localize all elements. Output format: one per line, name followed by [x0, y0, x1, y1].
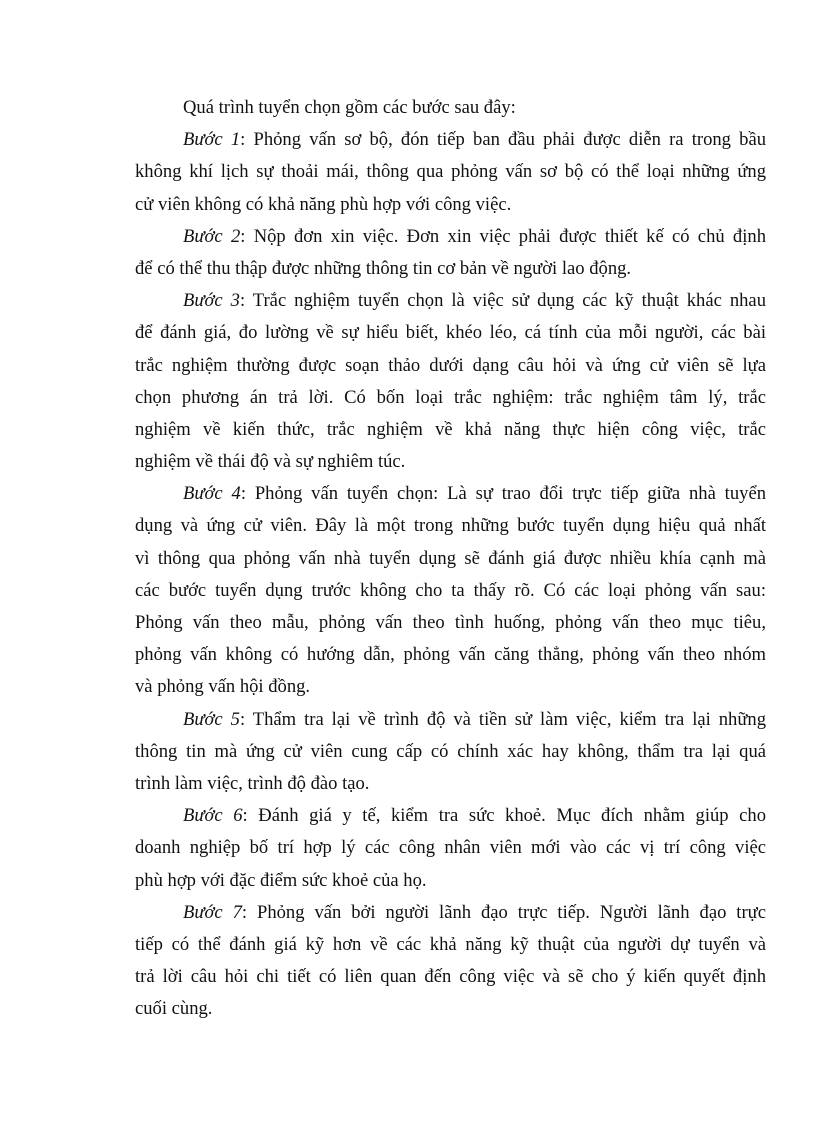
- line-text: trả lời câu hỏi chi tiết có liên quan đến công việc và sẽ cho ý kiến quyết định: [135, 966, 766, 988]
- paragraph-line: [135, 671, 766, 703]
- line-text: : Phỏng vấn sơ bộ, đón tiếp ban đầu phải được diễn ra trong bầu: [240, 129, 766, 151]
- paragraph-line: [135, 865, 766, 897]
- paragraph-line: [135, 736, 766, 768]
- paragraph-line: [135, 961, 766, 993]
- paragraph-line: [135, 993, 766, 1025]
- paragraph-line: [135, 478, 766, 510]
- paragraph-line: [135, 575, 766, 607]
- step-label: Bước 5: [183, 708, 240, 730]
- paragraph-line: [135, 350, 766, 382]
- line-text: nghiệm về thái độ và sự nghiêm túc.: [135, 451, 406, 473]
- paragraph-line: [135, 253, 766, 285]
- line-text: : Trắc nghiệm tuyển chọn là việc sử dụng các kỹ thuật khác nhau: [239, 290, 766, 312]
- line-text: chọn phương án trả lời. Có bốn loại trắc nghiệm: trắc nghiệm tâm lý, trắc: [135, 386, 766, 408]
- line-text: để có thể thu thập được những thông tin cơ bản về người lao động.: [135, 257, 632, 279]
- paragraph-line: [135, 768, 766, 800]
- line-text: cuối cùng.: [135, 998, 213, 1020]
- paragraph-line: [135, 800, 766, 832]
- line-text: Phỏng vấn theo mẫu, phỏng vấn theo tình huống, phỏng vấn theo mục tiêu,: [135, 612, 766, 633]
- line-text: để đánh giá, đo lường về sự hiểu biết, khéo léo, cá tính của mỗi người, các bài: [135, 322, 766, 344]
- paragraph-line: [135, 929, 766, 961]
- line-text: trình làm việc, trình độ đào tạo.: [135, 772, 370, 794]
- intro-paragraph: Quá trình tuyển chọn gồm các bước sau đây:: [183, 97, 516, 118]
- line-text: vì thông qua phỏng vấn nhà tuyển dụng sẽ đánh giá được nhiều khía cạnh mà: [135, 547, 766, 569]
- line-text: nghiệm về kiến thức, trắc nghiệm về khả năng thực hiện công việc, trắc: [135, 418, 766, 440]
- paragraph-line: [135, 510, 766, 542]
- paragraph-line: [135, 543, 766, 575]
- step-label: Bước 6: [183, 805, 243, 827]
- line-text: thông tin mà ứng cử viên cung cấp có chính xác hay không, thẩm tra lại quá: [135, 740, 766, 762]
- line-text: trắc nghiệm thường được soạn thảo dưới dạng câu hỏi và ứng cử viên sẽ lựa: [135, 354, 766, 376]
- paragraph-line: [135, 607, 766, 639]
- line-text: : Đánh giá y tế, kiểm tra sức khoẻ. Mục đích nhằm giúp cho: [242, 805, 766, 827]
- line-text: tiếp có thể đánh giá kỹ hơn về các khả năng kỹ thuật của người dự tuyển và: [135, 933, 766, 955]
- paragraph-line: [135, 317, 766, 349]
- step-label: Bước 1: [183, 129, 241, 151]
- line-text: : Phỏng vấn tuyển chọn: Là sự trao đổi trực tiếp giữa nhà tuyển: [240, 483, 766, 505]
- step-label: Bước 7: [183, 901, 242, 923]
- line-text: : Thẩm tra lại về trình độ và tiền sử làm việc, kiểm tra lại những: [239, 708, 767, 730]
- paragraph-line: [135, 446, 766, 478]
- paragraph-line: [135, 156, 766, 188]
- paragraph-line: [135, 285, 766, 317]
- line-text: không khí lịch sự thoải mái, thông qua phỏng vấn sơ bộ có thể loại những ứng: [135, 161, 766, 183]
- paragraph-line: [135, 124, 766, 156]
- paragraph-line: [135, 832, 766, 864]
- line-text: doanh nghiệp bố trí hợp lý các công nhân viên mới vào các vị trí công việc: [135, 837, 766, 859]
- paragraph-line: [135, 221, 766, 253]
- line-text: dụng và ứng cử viên. Đây là một trong những bước tuyển dụng hiệu quả nhất: [135, 515, 766, 537]
- document-page: [135, 92, 766, 1025]
- step-label: Bước 2: [183, 225, 241, 247]
- line-text: cử viên không có khả năng phù hợp với công việc.: [135, 193, 512, 215]
- paragraph-line: [135, 414, 766, 446]
- paragraph-line: [135, 382, 766, 414]
- line-text: phỏng vấn không có hướng dẫn, phỏng vấn căng thẳng, phỏng vấn theo nhóm: [135, 644, 766, 666]
- step-label: Bước 4: [183, 483, 241, 505]
- line-text: và phỏng vấn hội đồng.: [135, 676, 311, 698]
- line-text: phù hợp với đặc điểm sức khoẻ của họ.: [135, 869, 427, 891]
- step-label: Bước 3: [183, 290, 240, 312]
- paragraph-line: [135, 897, 766, 929]
- line-text: : Phỏng vấn bởi người lãnh đạo trực tiếp. Người lãnh đạo trực: [241, 901, 766, 923]
- line-text: các bước tuyển dụng trước không cho ta thấy rõ. Có các loại phỏng vấn sau:: [135, 579, 766, 601]
- paragraph-line: [135, 189, 766, 221]
- line-text: : Nộp đơn xin việc. Đơn xin việc phải được thiết kế có chủ định: [240, 225, 766, 247]
- paragraph-line: [135, 704, 766, 736]
- paragraph-line: [135, 639, 766, 671]
